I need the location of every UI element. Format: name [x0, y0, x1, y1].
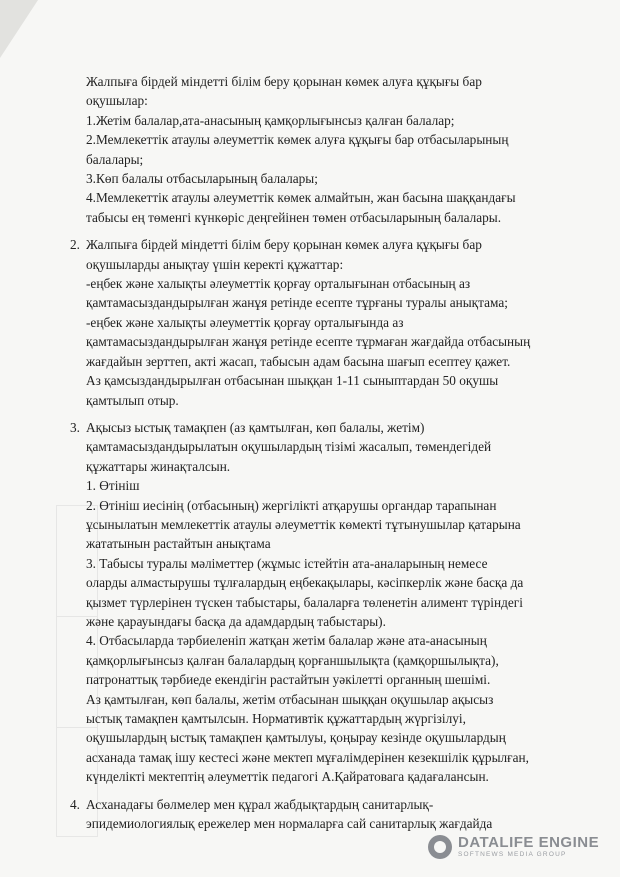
page-corner-fold — [0, 0, 38, 58]
text-line: эпидемиологиялық ережелер мен нормаларға сай санитарлық жағдайда — [86, 816, 493, 832]
text-line: 3. Табысы туралы мәліметтер (жұмыс істейтін ата-аналарының немесе — [86, 555, 488, 571]
watermark-title: DATALIFE ENGINE — [458, 834, 600, 851]
text-line: Ақысыз ыстық тамақпен (аз қамтылған, көп балалы, жетім) — [86, 419, 425, 435]
text-line: Жалпыға бірдей міндетті білім беру қорынан көмек алуға құқығы бар — [86, 74, 482, 89]
text-line: қамтамасыздандырылатын оқушылардың тізімі жасалып, төмендегідей — [86, 439, 492, 455]
text-line: Аз қамтылған, көп балалы, жетім отбасынан шыққан оқушылар ақысыз — [86, 691, 494, 707]
text-line: 2. Өтініш иесінің (отбасының) жергілікті атқарушы органдар тарапынан — [86, 497, 497, 513]
text-line: -еңбек және халықты әлеуметтік қорғау орталығынан отбасының аз — [86, 276, 471, 292]
text-line: балалары; — [86, 151, 144, 167]
text-line: қамтылып отыр. — [86, 392, 179, 408]
text-line: оқушылардың ыстық тамақпен қамтылуы, қоңырау кезінде оқушылардың — [86, 730, 506, 746]
text-line: және қарауындағы басқа да адамдардың табыстары). — [86, 613, 386, 629]
text-line: ұсынылатын мемлекеттік атаулы әлеуметтік көмекті тұтынушылар қатарына — [86, 516, 521, 532]
text-line: жағдайын зерттеп, акті жасап, табысын адам басына шағып есептеу қажет. — [86, 353, 511, 369]
datalife-logo-icon — [428, 835, 452, 859]
text-line: 1. Өтініш — [86, 478, 140, 494]
text-line: 3.Көп балалы отбасыларының балалары; — [86, 171, 318, 187]
text-line: 2.Мемлекеттік атаулы әлеуметтік көмек алуға құқығы бар отбасыларының — [86, 132, 509, 148]
text-line: ыстық тамақпен қамтылсын. Нормативтік құжаттардың жүргізілуі, — [86, 711, 466, 726]
text-line: асханада тамақ ішу кестесі және мектеп мұғалімдерінен кезекшілік құрылған, — [86, 749, 529, 765]
section-2 — [70, 235, 586, 410]
section-3 — [70, 418, 586, 787]
text-line: Жалпыға бірдей міндетті білім беру қорынан көмек алуға құқығы бар — [86, 237, 482, 253]
watermark-subtitle: SOFTNEWS MEDIA GROUP — [458, 851, 567, 858]
text-line: -еңбек және халықты әлеуметтік қорғау орталығында аз — [86, 314, 404, 330]
watermark — [428, 832, 599, 862]
section-4 — [70, 795, 586, 834]
text-line: оқушыларды анықтау үшін керекті құжаттар: — [86, 256, 344, 272]
text-line: қамтамасыздандырылған жанұя ретінде есепте тұрғаны туралы анықтама; — [86, 295, 508, 311]
section-number: 3. — [70, 419, 80, 435]
document-body — [70, 72, 586, 841]
text-line: 4. Отбасыларда тәрбиеленіп жатқан жетім балалар және ата-анасының — [86, 633, 487, 649]
text-line: патронаттық тәрбиеде екендігін растайтын уәкілетті органның шешімі. — [86, 672, 491, 688]
section-number: 2. — [70, 237, 80, 253]
text-line: қамтамасыздандырылған жанұя ретінде есепте тұрмаған жағдайда отбасының — [86, 334, 531, 350]
text-line: күнделікті мектептің әлеуметтік педагогі А.Қайратовага қадағалансын. — [86, 769, 489, 785]
text-line: Аз қамсыздандырылған отбасынан шыққан 1-11 сыныптардан 50 оқушы — [86, 373, 499, 389]
watermark-text — [458, 835, 599, 859]
text-line: қамқорлығынсыз қалған балалардың қорғаншылықта (қамқоршылықта), — [86, 652, 499, 668]
text-line: жататынын растайтын анықтама — [86, 536, 271, 552]
section-1 — [86, 72, 586, 227]
text-line: табысы ең төменгі күнкөріс деңгейінен төмен отбасыларының балалары. — [86, 209, 502, 225]
text-line: 1.Жетім балалар,ата-анасының қамқорлығынсыз қалған балалар; — [86, 112, 455, 128]
text-line: Асханадағы бөлмелер мен құрал жабдықтардың санитарлық- — [86, 796, 434, 812]
section-number: 4. — [70, 796, 80, 812]
text-line: қызмет түрлерінен түскен табыстары, балаларға төленетін алимент түріндегі — [86, 594, 523, 610]
text-line: құжаттары жинақталсын. — [86, 458, 231, 474]
text-line: оларды алмастырушы тұлғалардың еңбекақылары, кәсіпкерлік және басқа да — [86, 575, 524, 591]
text-line: оқушылар: — [86, 93, 148, 109]
text-line: 4.Мемлекеттік атаулы әлеуметтік көмек алмайтын, жан басына шаққандағы — [86, 190, 516, 206]
